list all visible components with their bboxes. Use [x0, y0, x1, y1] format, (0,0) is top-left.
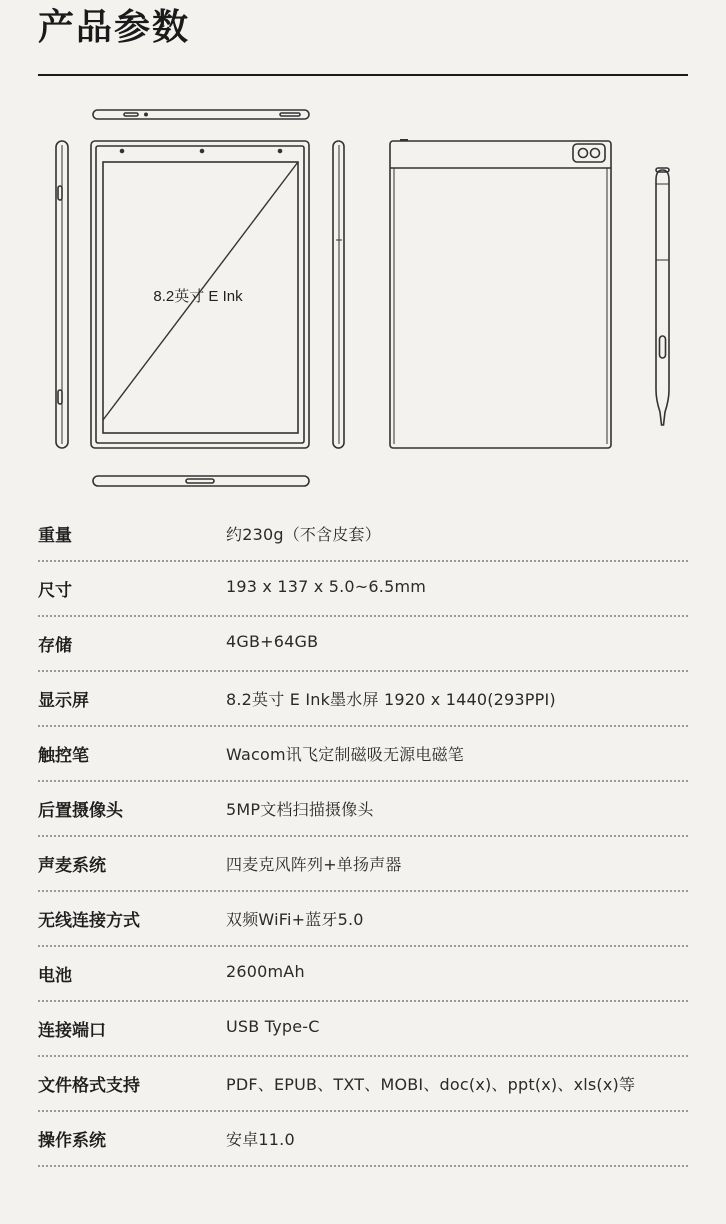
spec-label: 操作系统	[38, 1131, 106, 1151]
spec-label: 重量	[38, 526, 72, 546]
screen-size-label: 8.2英寸 E Ink	[153, 288, 243, 305]
spec-value: USB Type-C	[226, 1017, 320, 1036]
spec-label: 尺寸	[38, 581, 72, 601]
stylus-pen	[656, 168, 669, 425]
device-right-side-view	[333, 141, 344, 448]
spec-row-dimensions	[38, 562, 688, 617]
spec-row-file-formats	[38, 1057, 688, 1112]
spec-value: 8.2英寸 E Ink墨水屏 1920 x 1440(293PPI)	[226, 690, 556, 709]
title-divider	[38, 74, 688, 76]
spec-row-stylus	[38, 727, 688, 782]
spec-row-rear-camera	[38, 782, 688, 837]
spec-value: Wacom讯飞定制磁吸无源电磁笔	[226, 745, 464, 764]
spec-value: 安卓11.0	[226, 1130, 295, 1149]
spec-value: 193 x 137 x 5.0~6.5mm	[226, 577, 427, 596]
spec-row-wireless	[38, 892, 688, 947]
spec-label: 文件格式支持	[38, 1076, 140, 1096]
spec-row-port	[38, 1002, 688, 1057]
spec-label: 后置摄像头	[38, 801, 123, 821]
spec-label: 存储	[38, 636, 72, 656]
spec-value: 2600mAh	[226, 962, 305, 981]
device-bottom-edge-view	[93, 476, 309, 486]
page-title: 产品参数	[38, 7, 191, 48]
spec-value: 5MP文档扫描摄像头	[226, 800, 374, 819]
spec-row-display	[38, 672, 688, 727]
spec-label: 声麦系统	[38, 856, 106, 876]
spec-label: 触控笔	[38, 746, 89, 766]
device-left-side-view	[56, 141, 68, 448]
spec-row-weight	[38, 507, 688, 562]
spec-label: 连接端口	[38, 1021, 106, 1041]
spec-label: 显示屏	[38, 691, 89, 711]
spec-label: 电池	[38, 966, 72, 986]
spec-value: 约230g（不含皮套）	[226, 525, 381, 544]
device-top-edge-view	[93, 110, 309, 119]
spec-row-storage	[38, 617, 688, 672]
spec-label: 无线连接方式	[38, 911, 140, 931]
spec-value: 四麦克风阵列+单扬声器	[226, 855, 402, 874]
device-back-view	[390, 140, 611, 448]
spec-row-battery	[38, 947, 688, 1002]
spec-value: 双频WiFi+蓝牙5.0	[226, 910, 364, 929]
spec-value: PDF、EPUB、TXT、MOBI、doc(x)、ppt(x)、xls(x)等	[226, 1075, 636, 1094]
spec-row-os	[38, 1112, 688, 1167]
spec-row-audio	[38, 837, 688, 892]
device-diagram	[0, 100, 726, 495]
spec-table	[38, 507, 688, 1167]
spec-value: 4GB+64GB	[226, 632, 319, 651]
